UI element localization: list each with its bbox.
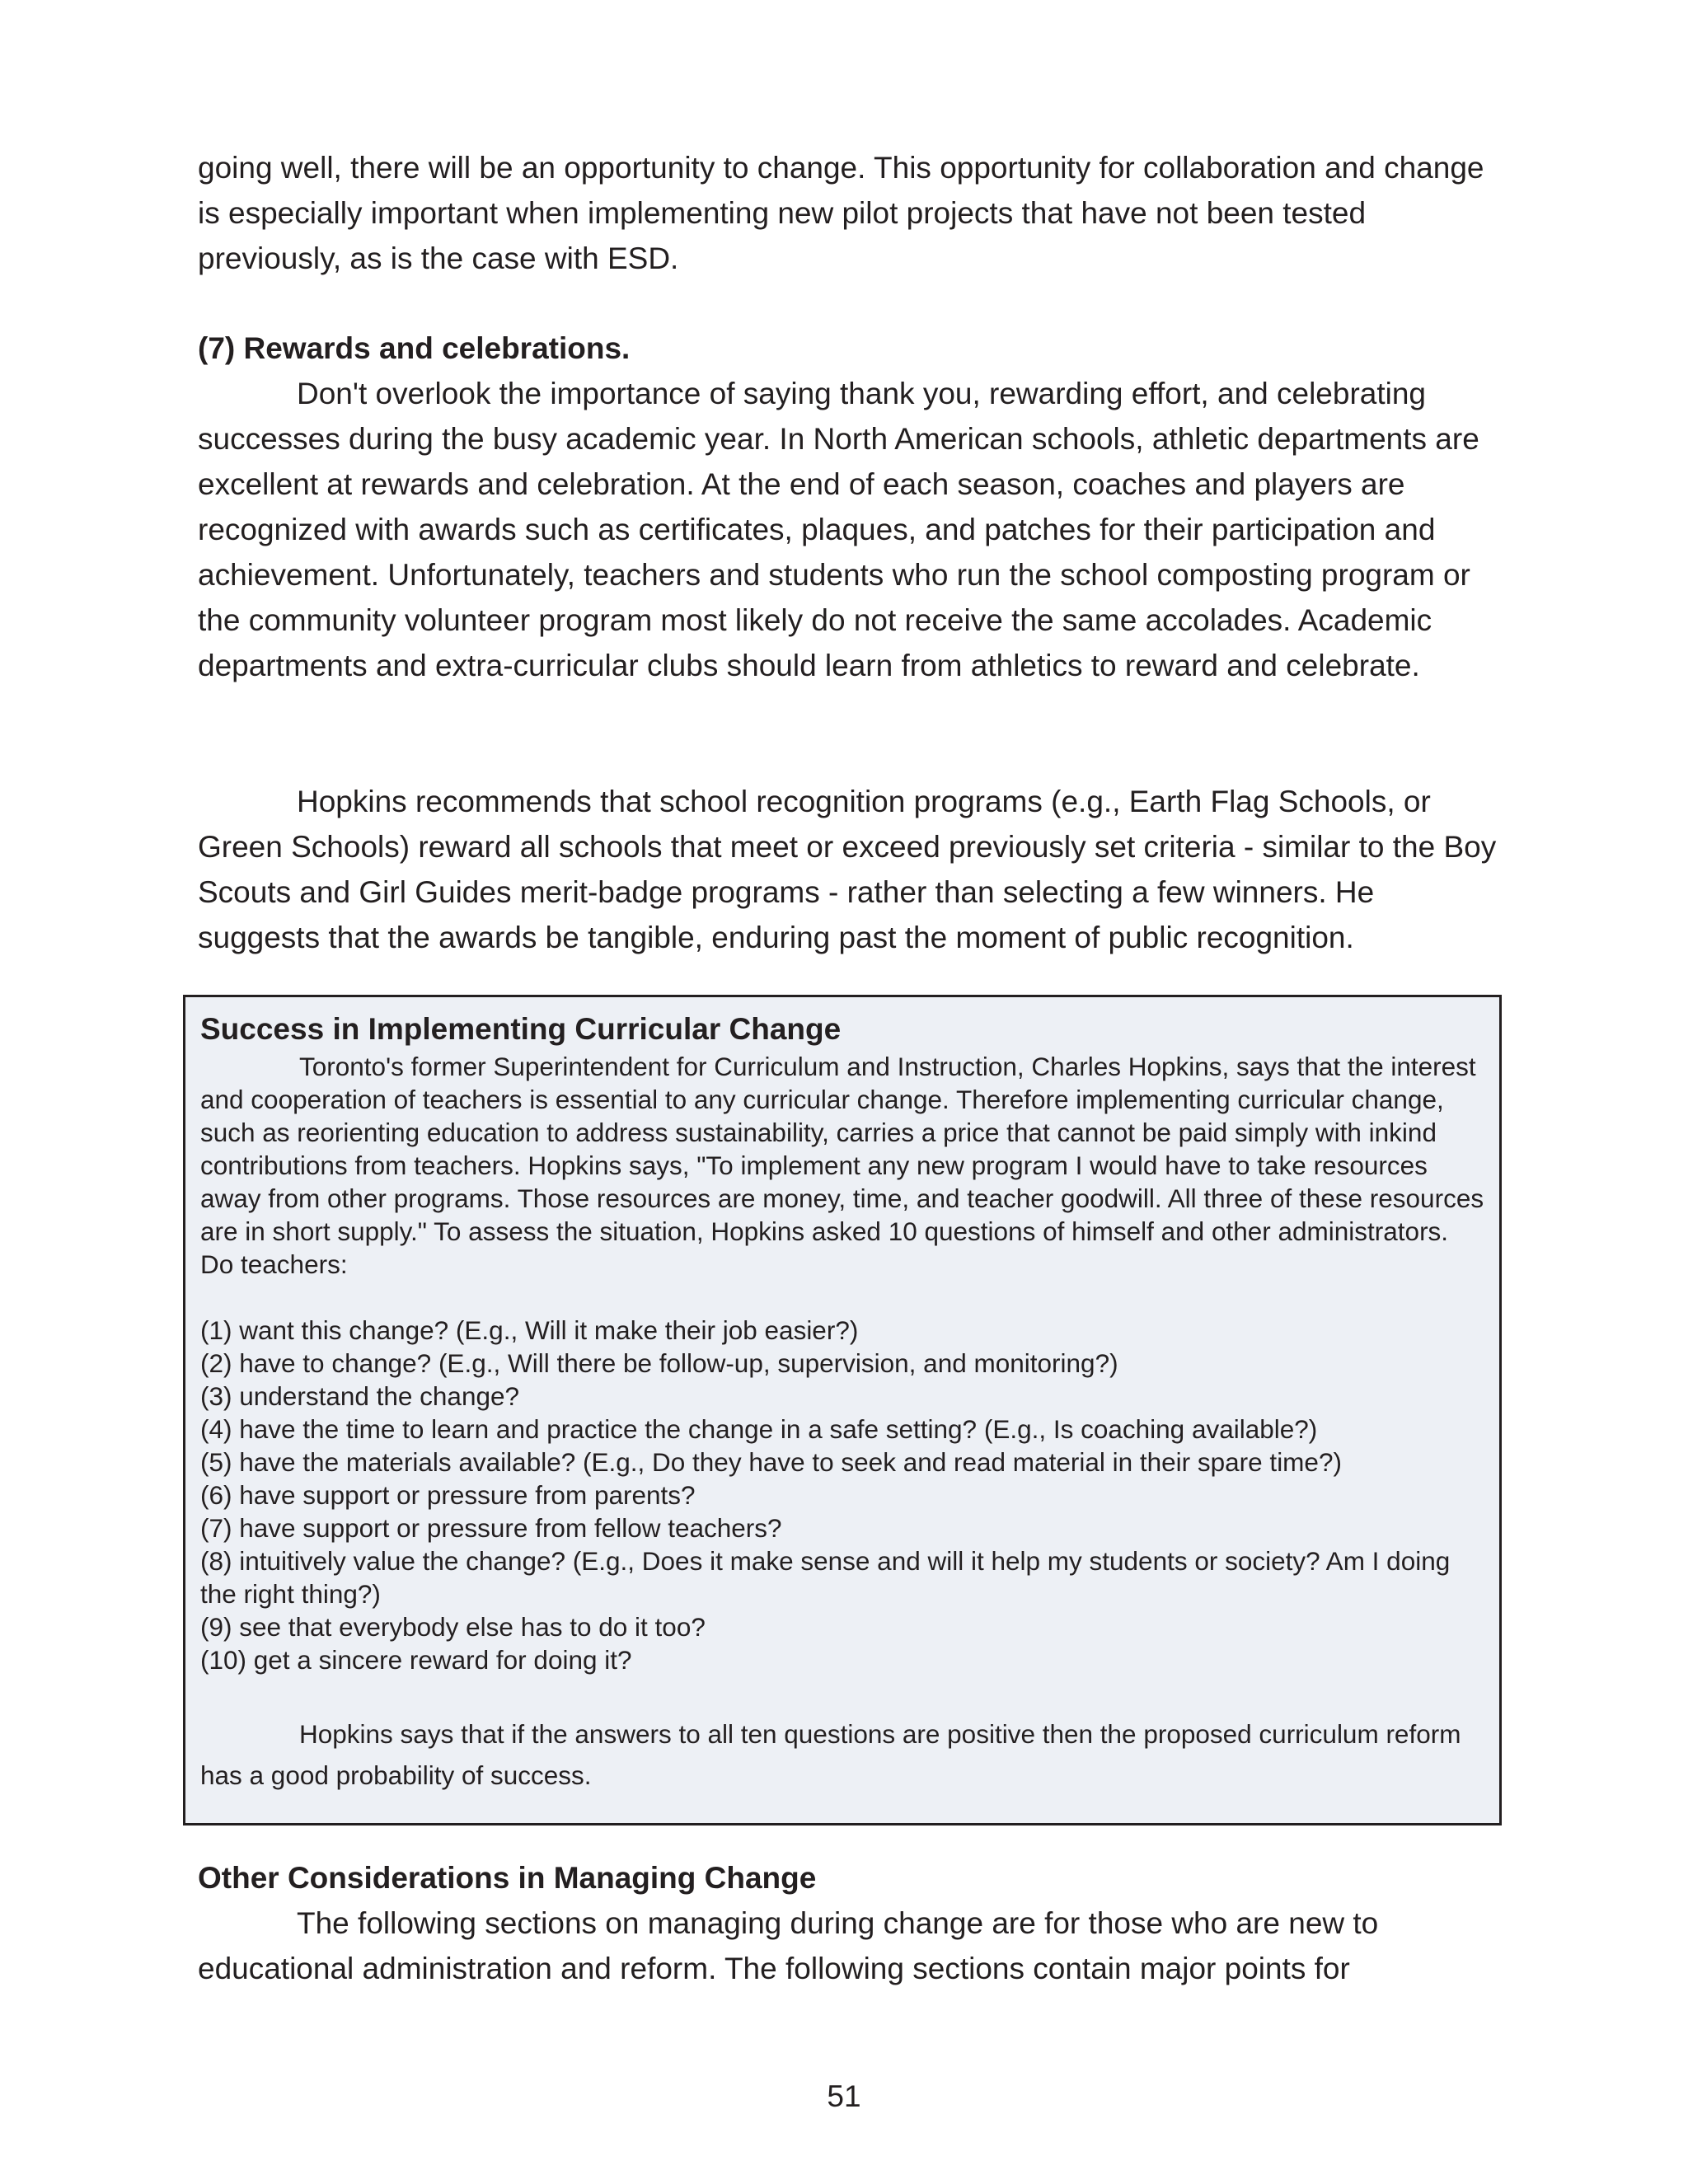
question-item: (8) intuitively value the change? (E.g., Does it make sense and will it help my students or society? Am I doing the right thing?) — [200, 1546, 1451, 1609]
continued-paragraph: going well, there will be an opportunity to change. This opportunity for collaboration and change is especially important when implementing new pilot projects that have not been tested previously, as is the case with ESD. — [198, 151, 1484, 275]
continued-paragraph-block — [198, 145, 1500, 281]
hopkins-recommendation-paragraph: Hopkins recommends that school recognition programs (e.g., Earth Flag Schools, or Green Schools) reward all schools that meet or exceed previously set criteria - similar to the Boy Scouts and Girl Guides merit-badge programs - rather than selecting a few winners. He suggests that the awards be tangible, enduring past the moment of public recognition. — [198, 785, 1497, 954]
sidebox-title: Success in Implementing Curricular Change — [200, 1012, 842, 1046]
other-considerations-paragraph: The following sections on managing during change are for those who are new to educational administration and reform. The following sections contain major points for — [198, 1906, 1379, 1985]
rewards-paragraph: Don't overlook the importance of saying thank you, rewarding effort, and celebrating successes during the busy academic year. In North American schools, athletic departments are excellent at rewards and celebration. At the end of each season, coaches and players are recognized with awards such as certificates, plaques, and patches for their participation and achievement. Unfortunately, teachers and students who run the school composting program or the community volunteer program most likely do not receive the same accolades. Academic departments and extra-curricular clubs should learn from athletics to reward and celebrate. — [198, 377, 1479, 682]
hopkins-recommendation-block — [198, 779, 1500, 960]
question-item: (9) see that everybody else has to do it too? — [200, 1612, 706, 1642]
question-item: (2) have to change? (E.g., Will there be follow-up, supervision, and monitoring?) — [200, 1348, 1118, 1378]
question-item: (1) want this change? (E.g., Will it make their job easier?) — [200, 1315, 859, 1345]
page-number: 51 — [827, 2079, 861, 2113]
sidebox-conclusion: Hopkins says that if the answers to all ten questions are positive then the proposed curriculum reform has a good probability of success. — [200, 1719, 1461, 1790]
other-considerations-heading: Other Considerations in Managing Change — [198, 1861, 817, 1895]
question-item: (3) understand the change? — [200, 1381, 520, 1411]
sidebox-intro: Toronto's former Superintendent for Curriculum and Instruction, Charles Hopkins, says that the interest and cooperation of teachers is essential to any curricular change. Therefore implementing curricular change, such as reorienting education to address sustainability, carries a price that cannot be paid simply with inkind contributions from teachers. Hopkins says, "To implement any new program I would have to take resources away from other programs. Those resources are money, time, and teacher goodwill. All three of these resources are in short supply." To assess the situation, Hopkins asked 10 questions of himself and other administrators. Do teachers: — [200, 1052, 1484, 1279]
rewards-section — [198, 326, 1500, 688]
question-item: (4) have the time to learn and practice the change in a safe setting? (E.g., Is coaching available?) — [200, 1414, 1318, 1444]
rewards-heading: (7) Rewards and celebrations. — [198, 331, 631, 365]
curricular-change-sidebox — [183, 995, 1502, 1825]
question-list — [200, 1314, 1484, 1676]
question-item: (6) have support or pressure from parents? — [200, 1480, 696, 1510]
question-item: (5) have the materials available? (E.g., Do they have to seek and read material in their spare time?) — [200, 1447, 1342, 1477]
other-considerations-section — [198, 1855, 1500, 1991]
question-item: (7) have support or pressure from fellow teachers? — [200, 1513, 782, 1543]
question-item: (10) get a sincere reward for doing it? — [200, 1645, 632, 1675]
